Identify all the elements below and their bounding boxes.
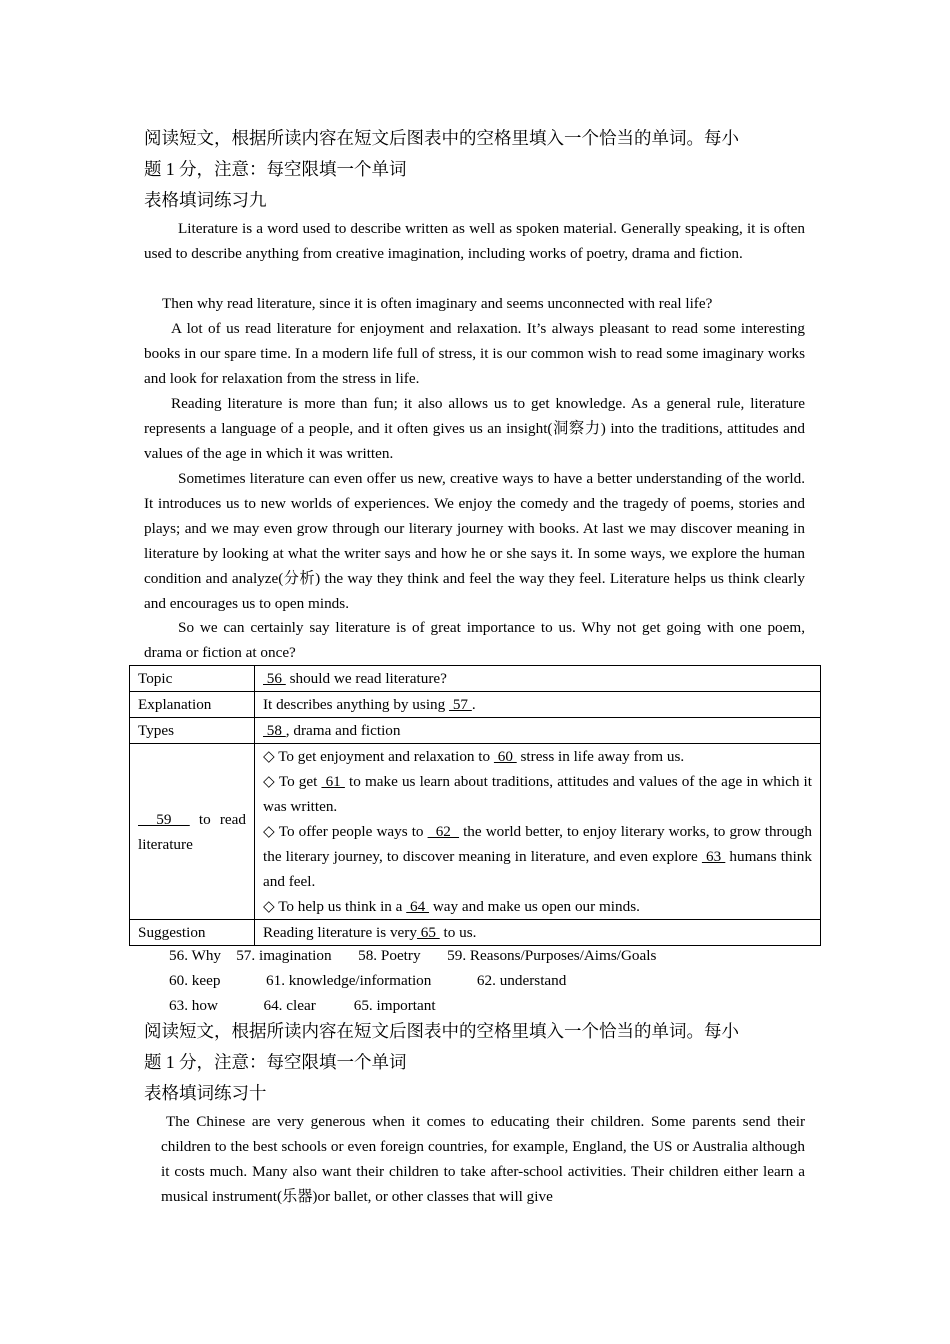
paragraph-3: A lot of us read literature for enjoyment and relaxation. It’s always pleasant to read some interesting books in our spare time. In a modern life full of stress, it is our common wish to read some imaginary works and look for relaxation from the stress in life. [144, 320, 805, 387]
blank-56: 56 [263, 670, 286, 687]
topic-content [255, 666, 821, 692]
blank-61: 61 [321, 773, 345, 790]
answers-line-1: 56. Why 57. imagination 58. Poetry 59. Reasons/Purposes/Aims/Goals [169, 947, 657, 964]
exercise-title: 表格填词练习九 [144, 190, 267, 210]
topic-label: Topic [130, 666, 255, 692]
reasons-label-cell [130, 744, 255, 920]
explanation-text-after: . [471, 696, 476, 713]
blank-63: 63 [701, 848, 726, 865]
instruction-heading-2 [144, 1016, 814, 1109]
instruction-line-1: 阅读短文，根据所读内容在短文后图表中的空格里填入一个恰当的单词。每小 [144, 128, 739, 148]
instruction-line-1: 阅读短文，根据所读内容在短文后图表中的空格里填入一个恰当的单词。每小 [144, 1021, 739, 1041]
table-row-topic [130, 666, 821, 692]
reasons-content [255, 744, 821, 920]
fill-in-table [129, 665, 821, 946]
explanation-content [255, 692, 821, 718]
suggestion-content [255, 920, 821, 946]
types-content [255, 718, 821, 744]
types-label: Types [130, 718, 255, 744]
reason-item: ◇ To help us think in a 64 way and make us open our minds. [263, 898, 640, 915]
blank-60: 60 [493, 748, 517, 765]
blank-64: 64 [406, 898, 430, 915]
explanation-label: Explanation [130, 692, 255, 718]
instruction-line-2: 题 1 分，注意：每空限填一个单词 [144, 159, 407, 179]
blank-57: 57 [449, 696, 472, 713]
blank-62: 62 [427, 823, 460, 840]
table-row-explanation [130, 692, 821, 718]
paragraph-section2: The Chinese are very generous when it comes to educating their children. Some parents send their children to the best schools or even foreign countries, for example, England, the US or Australia although it costs much. Many also want their children to take after-school activities. Their children either learn a musical instrument(乐器)or ballet, or other classes that will give [161, 1113, 805, 1205]
exercise-title: 表格填词练习十 [144, 1083, 267, 1103]
explanation-text-before: It describes anything by using [263, 696, 450, 713]
blank-58: 58 [263, 722, 286, 739]
table-row-suggestion [130, 920, 821, 946]
paragraph-2: Then why read literature, since it is often imaginary and seems unconnected with real life? [162, 295, 713, 312]
answers-line-2: 60. keep 61. knowledge/information 62. understand [169, 972, 567, 989]
suggestion-text-before: Reading literature is very [263, 924, 417, 941]
paragraph-4: Reading literature is more than fun; it also allows us to get knowledge. As a general rule, literature represents a language of a people, and it often gives us an insight(洞察力) into the traditions, attitudes and values of the age in which it was written. [144, 395, 805, 462]
suggestion-text-after: to us. [439, 924, 477, 941]
paragraph-5: Sometimes literature can even offer us new, creative ways to have a better understanding of the world. It introduces us to new worlds of experiences. We enjoy the comedy and the tragedy of poems, stories and plays; and we may even grow through our literary journey with books. At last we may discover meaning in literature by looking at what the writer says and how he or she says it. In some ways, we explore the human condition and analyze(分析) the way they think and feel the way they feel. Literature helps us think clearly and encourages us to open minds. [144, 470, 805, 612]
answers-line-3: 63. how 64. clear 65. important [169, 997, 436, 1014]
reason-item: ◇ To offer people ways to 62 the world better, to enjoy literary works, to grow through the literary journey, to discover meaning in literature, and even explore 63 humans think and feel. [263, 823, 812, 890]
paragraph-6: So we can certainly say literature is of great importance to us. Why not get going with one poem, drama or fiction at once? [144, 619, 805, 661]
blank-59: 59 [138, 810, 190, 828]
types-text: , drama and fiction [285, 722, 401, 739]
table-row-types [130, 718, 821, 744]
instruction-line-2: 题 1 分，注意：每空限填一个单词 [144, 1052, 407, 1072]
instruction-heading [144, 123, 814, 216]
reasons-label: to read literature [138, 810, 246, 853]
blank-65: 65 [416, 924, 440, 941]
reason-item: ◇ To get 61 to make us learn about traditions, attitudes and values of the age in which it was written. [263, 773, 812, 815]
table-row-reasons [130, 744, 821, 920]
reason-item: ◇ To get enjoyment and relaxation to 60 stress in life away from us. [263, 748, 685, 765]
suggestion-label: Suggestion [130, 920, 255, 946]
paragraph-1: Literature is a word used to describe written as well as spoken material. Generally speaking, it is often used to describe anything from creative imagination, including works of poetry, drama and fiction. [144, 220, 805, 262]
topic-text: should we read literature? [285, 670, 447, 687]
